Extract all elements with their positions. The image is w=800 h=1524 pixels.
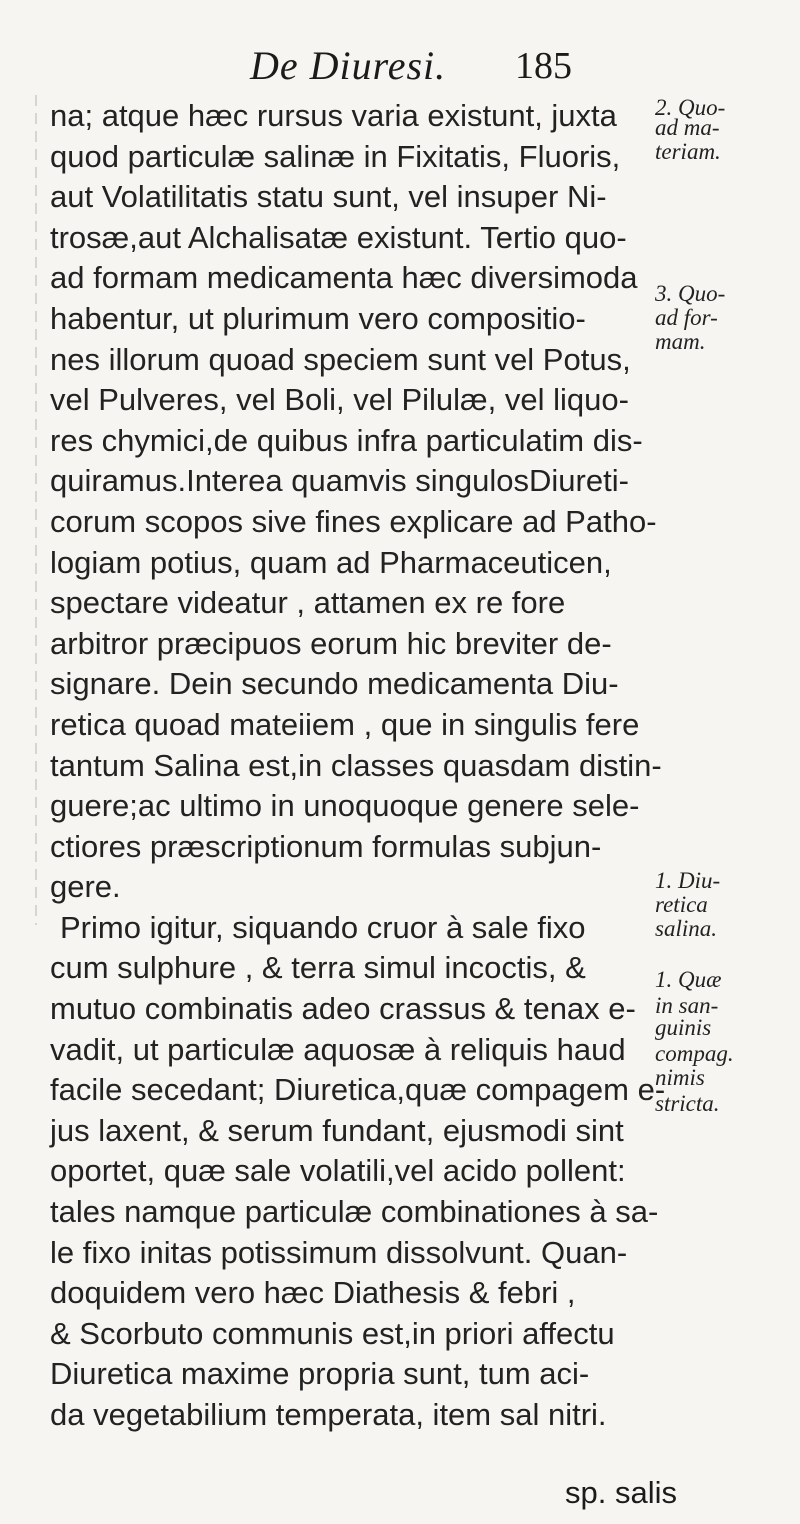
margin-note-line: ad ma- [655, 115, 720, 140]
main-text-column [50, 96, 666, 1436]
margin-note-line: retica [655, 892, 708, 917]
text-line: retica quoad mateiiem , que in singulis fere [50, 706, 640, 742]
text-line: oportet, quæ sale volatili,vel acido pollent: [50, 1153, 626, 1189]
margin-note-line: 2. Quo- [655, 95, 726, 120]
text-line: tantum Salina est,in classes quasdam distin- [50, 747, 662, 783]
margin-note-line: salina. [655, 916, 717, 941]
gutter-shadow [35, 95, 37, 925]
text-line: nes illorum quoad speciem sunt vel Potus, [50, 341, 631, 377]
text-line: ctiores præscriptionum formulas subjun- [50, 828, 602, 864]
text-line: habentur, ut plurimum vero compositio- [50, 300, 586, 336]
text-line: quiramus.Interea quamvis singulosDiureti- [50, 463, 629, 499]
text-line: tales namque particulæ combinationes à sa- [50, 1194, 659, 1230]
text-line: gere. [50, 869, 121, 905]
text-line: da vegetabilium temperata, item sal nitri. [50, 1397, 607, 1432]
text-line: ad formam medicamenta hæc diversimoda [50, 260, 638, 296]
text-line: facile secedant; Diuretica,quæ compagem e- [50, 1072, 666, 1108]
text-line: Primo igitur, siquando cruor à sale fixo [60, 909, 586, 945]
text-line: cum sulphure , & terra simul incoctis, & [50, 950, 586, 986]
text-line: aut Volatilitatis statu sunt, vel insuper Ni- [50, 179, 607, 215]
text-line: & Scorbuto communis est,in priori affectu [50, 1315, 615, 1351]
margin-note-line: mam. [655, 329, 706, 354]
running-title: De Diuresi. [250, 43, 447, 88]
catchword: sp. salis [565, 1475, 677, 1510]
margin-note-line: stricta. [655, 1091, 720, 1116]
text-line: arbitror præcipuos eorum hic breviter de- [50, 625, 612, 661]
text-line: doquidem vero hæc Diathesis & febri , [50, 1275, 576, 1311]
margin-note-line: guinis [655, 1015, 712, 1040]
page-number: 185 [515, 45, 572, 87]
margin-note-line: in san- [655, 993, 719, 1018]
text-line: signare. Dein secundo medicamenta Diu- [50, 666, 619, 702]
text-line: mutuo combinatis adeo crassus & tenax e- [50, 991, 636, 1027]
text-line: vadit, ut particulæ aquosæ à reliquis haud [50, 1031, 626, 1067]
text-line: vel Pulveres, vel Boli, vel Pilulæ, vel liquo- [50, 382, 629, 418]
text-line: quod particulæ salinæ in Fixitatis, Fluoris, [50, 138, 621, 174]
text-line: trosæ,aut Alchalisatæ existunt. Tertio quo- [50, 219, 627, 255]
margin-note-line: ad for- [655, 305, 718, 330]
text-line: spectare videatur , attamen ex re fore [50, 585, 566, 621]
text-line: jus laxent, & serum fundant, ejusmodi sint [50, 1112, 624, 1148]
margin-note-line: 3. Quo- [655, 281, 726, 306]
text-line: logiam potius, quam ad Pharmaceuticen, [50, 544, 612, 580]
margin-note-line: teriam. [655, 139, 721, 164]
text-line: guere;ac ultimo in unoquoque genere sele- [50, 788, 640, 824]
margin-note-line: compag. [655, 1041, 734, 1066]
text-line: le fixo initas potissimum dissolvunt. Quan- [50, 1234, 628, 1270]
page-header [250, 42, 650, 92]
text-line: Diuretica maxime propria sunt, tum aci- [50, 1356, 590, 1392]
text-line: corum scopos sive fines explicare ad Patho- [50, 503, 657, 539]
margin-note-line: nimis [655, 1065, 705, 1090]
text-line: na; atque hæc rursus varia existunt, juxta [50, 98, 617, 133]
margin-note-line: 1. Diu- [655, 868, 721, 893]
text-line: res chymici,de quibus infra particulatim dis- [50, 422, 643, 458]
margin-note-line: 1. Quæ [655, 967, 722, 992]
